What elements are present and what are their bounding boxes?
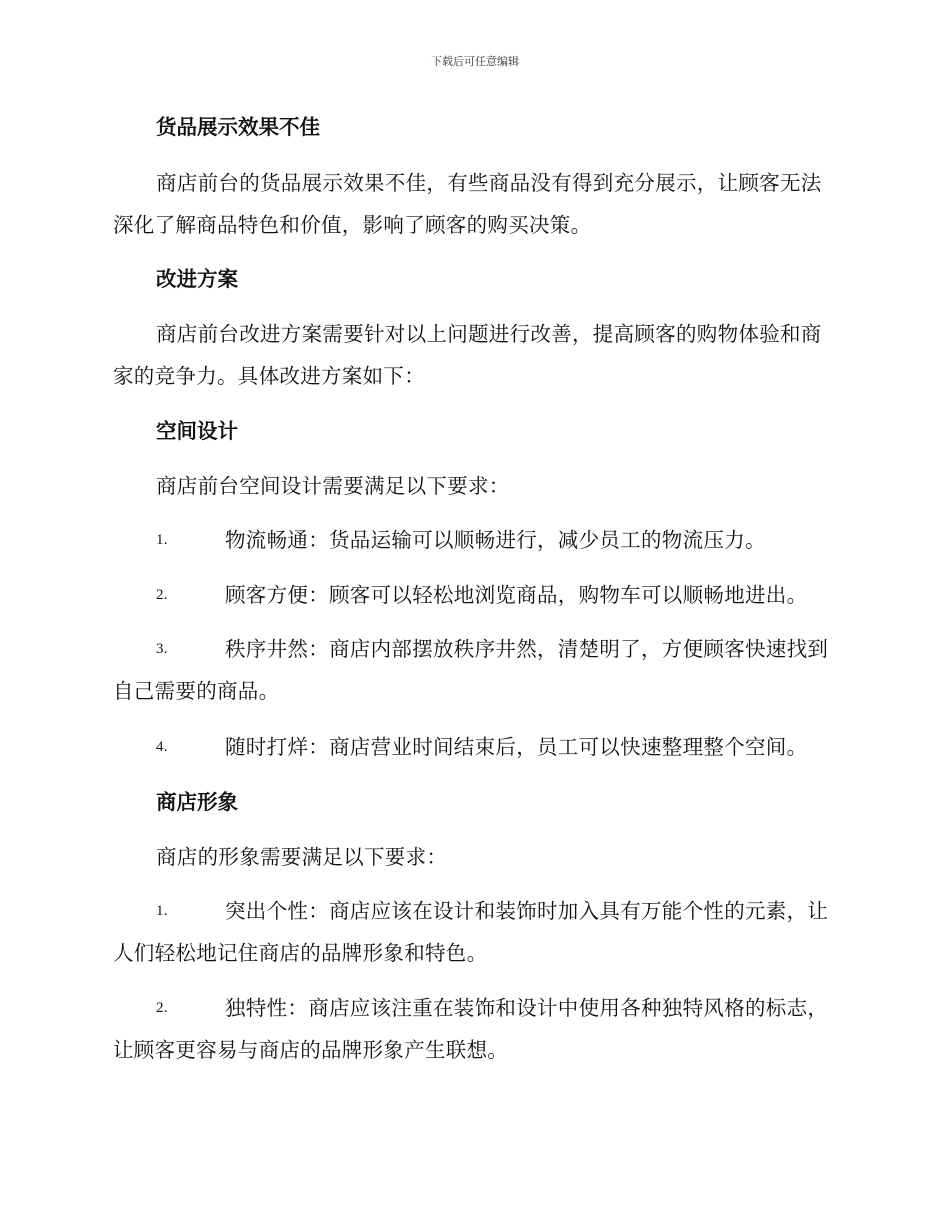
section-heading-improvement: 改进方案	[156, 267, 238, 291]
section-paragraph-space-design: 商店前台空间设计需要满足以下要求：	[156, 474, 510, 498]
section-paragraph-display: 商店前台的货品展示效果不佳，有些商品没有得到充分展示，让顾客无法深化了解商品特色和价值，影响了顾客的购买决策。	[113, 171, 822, 237]
section-heading-display: 货品展示效果不佳	[156, 115, 320, 139]
list-item-text: 突出个性：商店应该在设计和装饰时加入具有万能个性的元素，让人们轻松地记住商店的品牌形象和特色。	[113, 899, 829, 965]
section-heading-store-image: 商店形象	[156, 790, 238, 814]
list-item	[113, 890, 838, 974]
list-item-number: 4.	[156, 739, 168, 755]
list-item-number: 3.	[156, 641, 168, 657]
list-item-text: 秩序井然：商店内部摆放秩序井然，清楚明了，方便顾客快速找到自己需要的商品。	[113, 637, 829, 703]
section-heading-space-design: 空间设计	[156, 419, 238, 443]
section-paragraph-improvement: 商店前台改进方案需要针对以上问题进行改善，提高顾客的购物体验和商家的竞争力。具体改进方案如下：	[113, 322, 822, 388]
list-item	[113, 574, 838, 616]
list-item-number: 2.	[156, 587, 168, 603]
list-item	[113, 987, 838, 1071]
list-item-text: 顾客方便：顾客可以轻松地浏览商品，购物车可以顺畅地进出。	[225, 583, 808, 607]
section-paragraph-store-image: 商店的形象需要满足以下要求：	[156, 845, 448, 869]
list-item-number: 2.	[156, 1000, 168, 1016]
page-header-note: 下载后可任意编辑	[431, 55, 519, 68]
list-item	[113, 519, 838, 561]
list-item	[113, 628, 838, 712]
list-item-number: 1.	[156, 903, 168, 919]
list-item-text: 随时打烊：商店营业时间结束后，员工可以快速整理整个空间。	[225, 735, 808, 759]
list-item-text: 物流畅通：货品运输可以顺畅进行，减少员工的物流压力。	[225, 528, 766, 552]
list-item-text: 独特性：商店应该注重在装饰和设计中使用各种独特风格的标志，让顾客更容易与商店的品牌形象产生联想。	[113, 996, 829, 1062]
list-item	[113, 726, 838, 768]
list-item-number: 1.	[156, 532, 168, 548]
